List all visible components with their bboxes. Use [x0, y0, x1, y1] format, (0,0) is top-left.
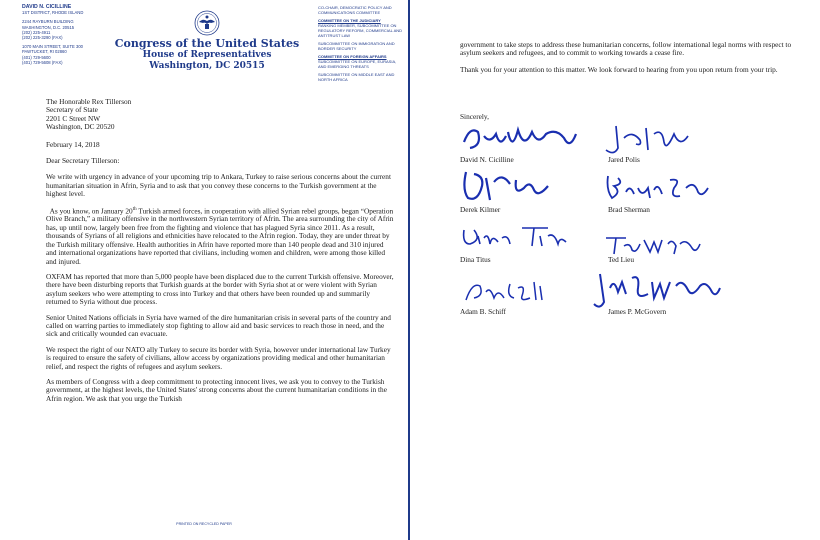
foreign-affairs-subcommittee-2: SUBCOMMITTEE ON MIDDLE EAST AND NORTH AFRICA — [318, 72, 395, 82]
letter-page-2 — [410, 0, 820, 540]
paragraph-4: Senior United Nations officials in Syria have warned of the dire humanitarian crisis in several parts of the country and called on warring parties to immediately stop fighting to allow aid and basic services to reach those in need, and the sick and critically wounded can evacuate. — [46, 312, 391, 339]
judiciary-subcommittee: RANKING MEMBER, SUBCOMMITTEE ON REGULATORY REFORM, COMMERCIAL AND ANTITRUST LAW — [318, 23, 403, 38]
washington-line: Washington, DC 20515 — [149, 61, 265, 71]
sign-off: Sincerely, — [460, 112, 489, 121]
signatory-name: Ted Lieu — [608, 255, 635, 264]
recycled-paper-footer: PRINTED ON RECYCLED PAPER — [176, 522, 232, 526]
dc-office-line: 2244 RAYBURN BUILDING — [22, 19, 74, 25]
district-office-line: (401) 729-5600 — [22, 54, 51, 60]
congress-title: Congress of the United States — [114, 37, 300, 50]
signatory-name: Jared Polis — [608, 155, 640, 164]
dc-office-address — [22, 19, 104, 40]
letter-page-1 — [0, 0, 408, 540]
recipient-address — [46, 98, 394, 132]
signatory-name: James P. McGovern — [608, 307, 667, 316]
judiciary-subcommittee-2: SUBCOMMITTEE ON IMMIGRATION AND BORDER SECURITY — [318, 41, 395, 51]
congress-heading — [100, 38, 314, 72]
continuation-paragraph: government to take steps to address these humanitarian concerns, follow international legal norms with respect to asylum seekers and refugees, and to commit to working towards a cease fire. — [460, 40, 792, 58]
paragraph-2 — [46, 206, 394, 266]
signatory-name: Brad Sherman — [608, 205, 650, 214]
letter-body-continued — [460, 41, 804, 74]
district-office-line: (401) 729-5608 (FAX) — [22, 59, 63, 65]
district-office-line: PAWTUCKET, RI 02860 — [22, 49, 67, 55]
letter-body — [46, 98, 394, 410]
paragraph-2-start: As you know, on January 20 — [49, 206, 133, 216]
dc-office-line: WASHINGTON, D.C. 20515 — [22, 24, 75, 30]
recipient-line: 2201 C Street NW — [46, 113, 101, 123]
committee-foreign-affairs: COMMITTEE ON FOREIGN AFFAIRS — [318, 54, 387, 59]
paragraph-6: As members of Congress with a deep commitment to protecting innocent lives, we ask you to convey to the Turkish government, at the highest levels, the United States' strong concerns about the current humanitarian conditions in the Afrin region. We ask that you urge the Turkish — [46, 376, 387, 403]
house-title: House of Representatives — [142, 50, 272, 60]
co-chair-title: CO-CHAIR, DEMOCRATIC POLICY AND COMMUNICATIONS COMMITTEE — [318, 5, 392, 15]
closing-paragraph: Thank you for your attention to this matter. We look forward to hearing from you upon return from your trip. — [460, 64, 778, 74]
ordinal-suffix: th — [132, 206, 137, 212]
dc-office-line: (202) 225-4911 — [22, 29, 51, 35]
committee-judiciary: COMMITTEE ON THE JUDICIARY — [318, 18, 381, 23]
signatory-name: David N. Cicilline — [460, 155, 514, 164]
letterhead-right — [318, 5, 404, 82]
foreign-affairs-subcommittee: SUBCOMMITTEE ON EUROPE, EURASIA, AND EMERGING THREATS — [318, 59, 397, 69]
district-office-address — [22, 44, 104, 65]
signatory-name: Derek Kilmer — [460, 205, 501, 214]
member-name: DAVID N. CICILLINE — [22, 4, 72, 10]
paragraph-2-rest: Turkish armed forces, in cooperation with allied Syrian rebel groups, began “Operation Olive Branch,” a military offensive in the northwestern Syrian territory of Afrin. The area surrounding the city of Afrin has, up until now, largely been free from the fighting and violence that has plagued Syria since 2011. As a result, thousands of Syrians of all religions and ethnicities have relocated to the Afrin region. Today, they are under threat by the Turkish military offensive. Health authorities in Afrin have reported more than 140 people dead and 310 injured and international organizations have reported that civilians, including women and children, were among those killed and injured. — [46, 206, 394, 266]
member-district: 1ST DISTRICT, RHODE ISLAND — [22, 10, 84, 16]
signature-titus — [458, 222, 568, 257]
paragraph-1: We write with urgency in advance of your upcoming trip to Ankara, Turkey to raise serious concerns about the current humanitarian situation in Afrin, Syria and to ask that you convey these concerns to the Turkish government at the highest level. — [46, 172, 391, 199]
house-seal-icon — [194, 10, 220, 36]
dc-office-line: (202) 225-3290 (FAX) — [22, 35, 63, 41]
letterhead-left — [22, 5, 104, 65]
recipient-line: Washington, DC 20520 — [46, 122, 115, 132]
paragraph-3: OXFAM has reported that more than 5,000 people have been displaced due to the current Turkish offensive. Moreover, there have been disturbing reports that Turkish guards at the border with Syria shot at or were violent with Syrian asylum seekers who were attempting to cross into Turkey and that others have been rounded up and summarily returned to Syria without due process. — [46, 271, 394, 307]
salutation: Dear Secretary Tillerson: — [46, 156, 120, 166]
recipient-line: The Honorable Rex Tillerson — [46, 97, 132, 106]
signatory-name: Dina Titus — [460, 255, 491, 264]
district-office-line: 1070 MAIN STREET, SUITE 300 — [22, 44, 83, 50]
paragraph-5: We respect the right of our NATO ally Turkey to secure its border with Syria, however under international law Turkey is required to ensure the safety of civilians, allow access by organizations providing medical and other humanitarian relief, and respect the rights of refugees and asylum seekers. — [46, 344, 391, 371]
recipient-line: Secretary of State — [46, 105, 98, 115]
letter-date: February 14, 2018 — [46, 139, 100, 149]
signatory-name: Adam B. Schiff — [460, 307, 506, 316]
